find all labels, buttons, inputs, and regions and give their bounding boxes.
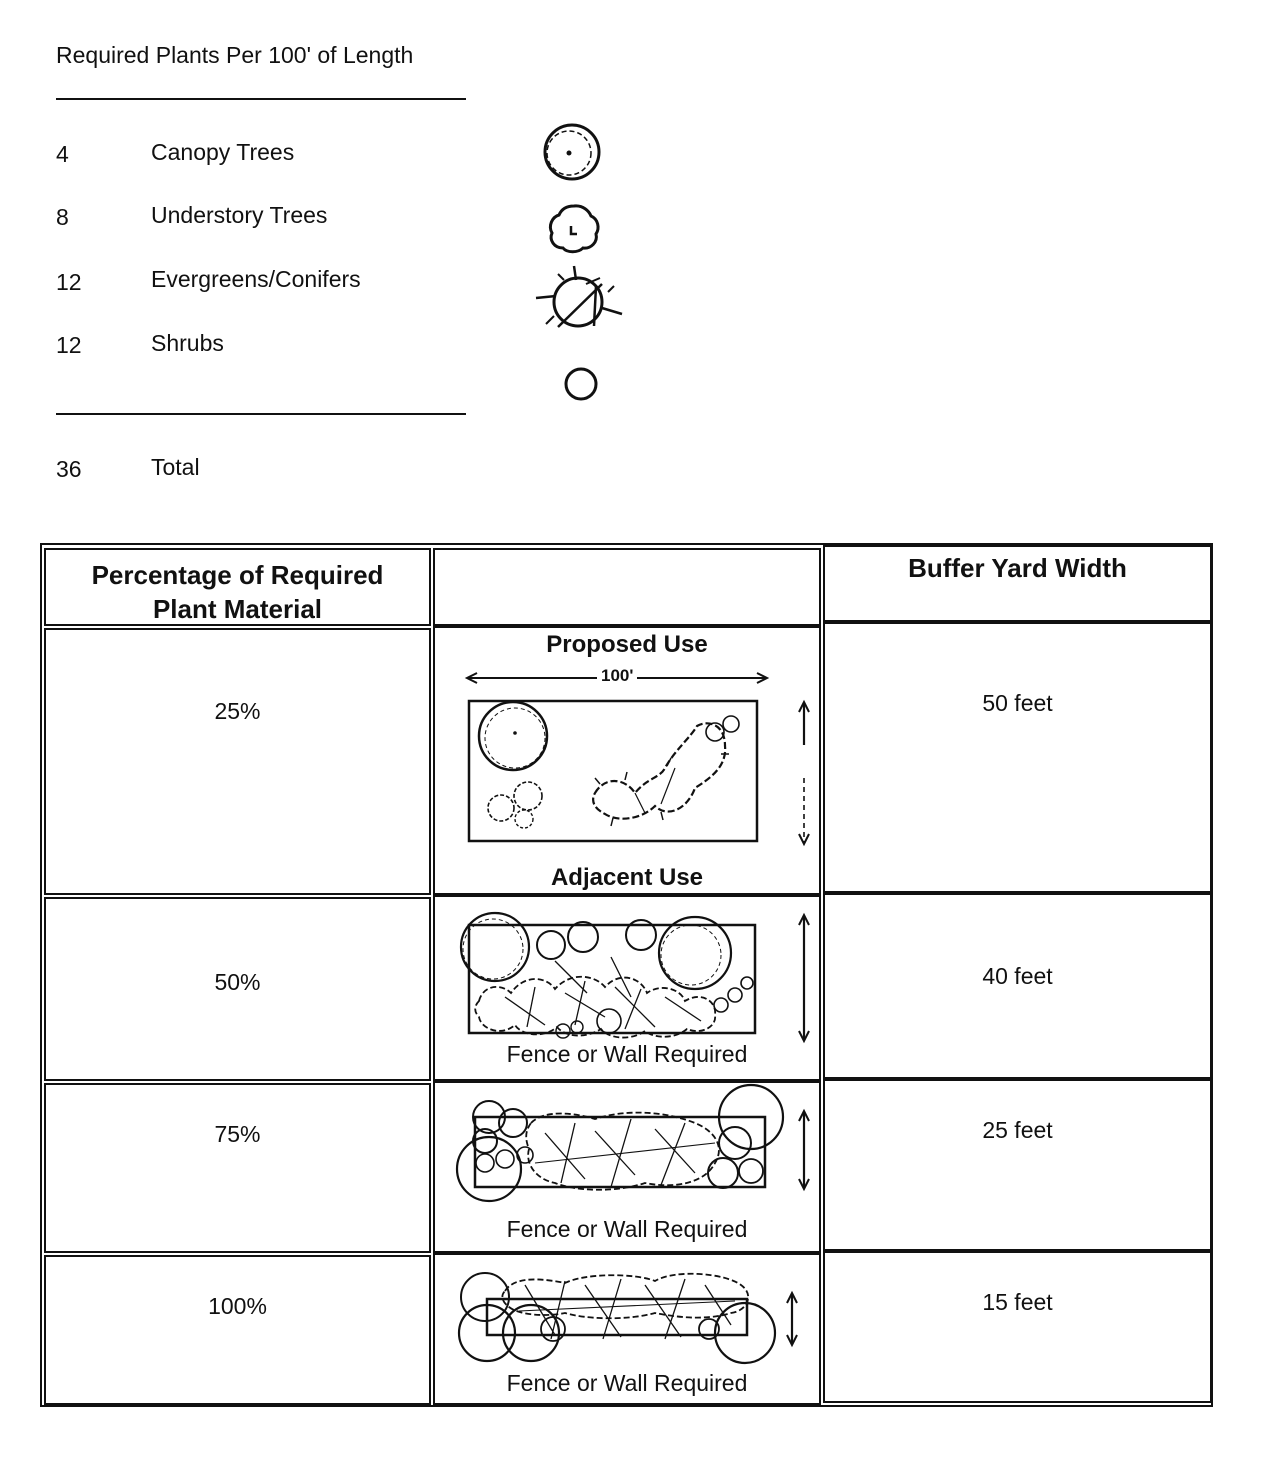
percentage-value: 50% xyxy=(214,969,261,995)
legend-title: Required Plants Per 100' of Length xyxy=(56,42,414,68)
row-100-width-cell xyxy=(823,1251,1212,1403)
dimension-label: 100' xyxy=(597,666,637,686)
shrub-icon xyxy=(562,366,602,402)
percentage-value: 75% xyxy=(214,1121,261,1147)
canopy-tree-qty: 4 xyxy=(56,141,69,167)
shrub-qty: 12 xyxy=(56,332,82,358)
proposed-use-label: Proposed Use xyxy=(546,631,708,658)
percentage-value: 25% xyxy=(214,698,261,724)
row-50-diagram-cell xyxy=(433,895,821,1081)
understory-tree-qty: 8 xyxy=(56,204,69,230)
width-value: 40 feet xyxy=(982,963,1053,989)
row-75-percentage-cell xyxy=(44,1083,431,1253)
header-percentage xyxy=(44,548,431,626)
evergreen-qty: 12 xyxy=(56,269,82,295)
width-value: 50 feet xyxy=(982,690,1053,716)
fence-wall-label: Fence or Wall Required xyxy=(506,1370,748,1396)
row-25-width-cell xyxy=(823,622,1212,893)
row-25-percentage-cell xyxy=(44,628,431,895)
row-100-percentage-cell xyxy=(44,1255,431,1405)
header-width: Buffer Yard Width xyxy=(823,545,1212,622)
percentage-value: 100% xyxy=(208,1293,267,1319)
total-qty: 36 xyxy=(56,456,82,482)
row-25-diagram-cell xyxy=(433,626,821,895)
header-percentage-text: Percentage of Required Plant Material xyxy=(91,560,384,624)
fence-wall-label: Fence or Wall Required xyxy=(506,1216,748,1242)
understory-tree-label: Understory Trees xyxy=(151,202,328,228)
canopy-tree-label: Canopy Trees xyxy=(151,139,295,165)
shrub-label: Shrubs xyxy=(151,330,224,356)
row-75-diagram-cell xyxy=(433,1081,821,1253)
understory-tree-icon xyxy=(545,202,603,254)
width-value: 15 feet xyxy=(982,1289,1053,1315)
canopy-tree-icon xyxy=(538,122,608,182)
row-100-diagram-cell xyxy=(433,1253,821,1405)
evergreen-conifer-icon xyxy=(528,264,628,338)
evergreen-label: Evergreens/Conifers xyxy=(151,266,361,292)
row-50-width-cell xyxy=(823,893,1212,1079)
legend-top-divider xyxy=(56,98,466,100)
total-label: Total xyxy=(151,454,200,480)
legend-bottom-divider xyxy=(56,413,466,415)
row-75-width-cell xyxy=(823,1079,1212,1251)
width-value: 25 feet xyxy=(982,1117,1053,1143)
buffer-yard-table xyxy=(40,543,1213,1407)
row-50-percentage-cell xyxy=(44,897,431,1081)
adjacent-use-label: Adjacent Use xyxy=(550,864,704,891)
header-diagram xyxy=(433,548,821,626)
fence-wall-label: Fence or Wall Required xyxy=(506,1041,748,1067)
